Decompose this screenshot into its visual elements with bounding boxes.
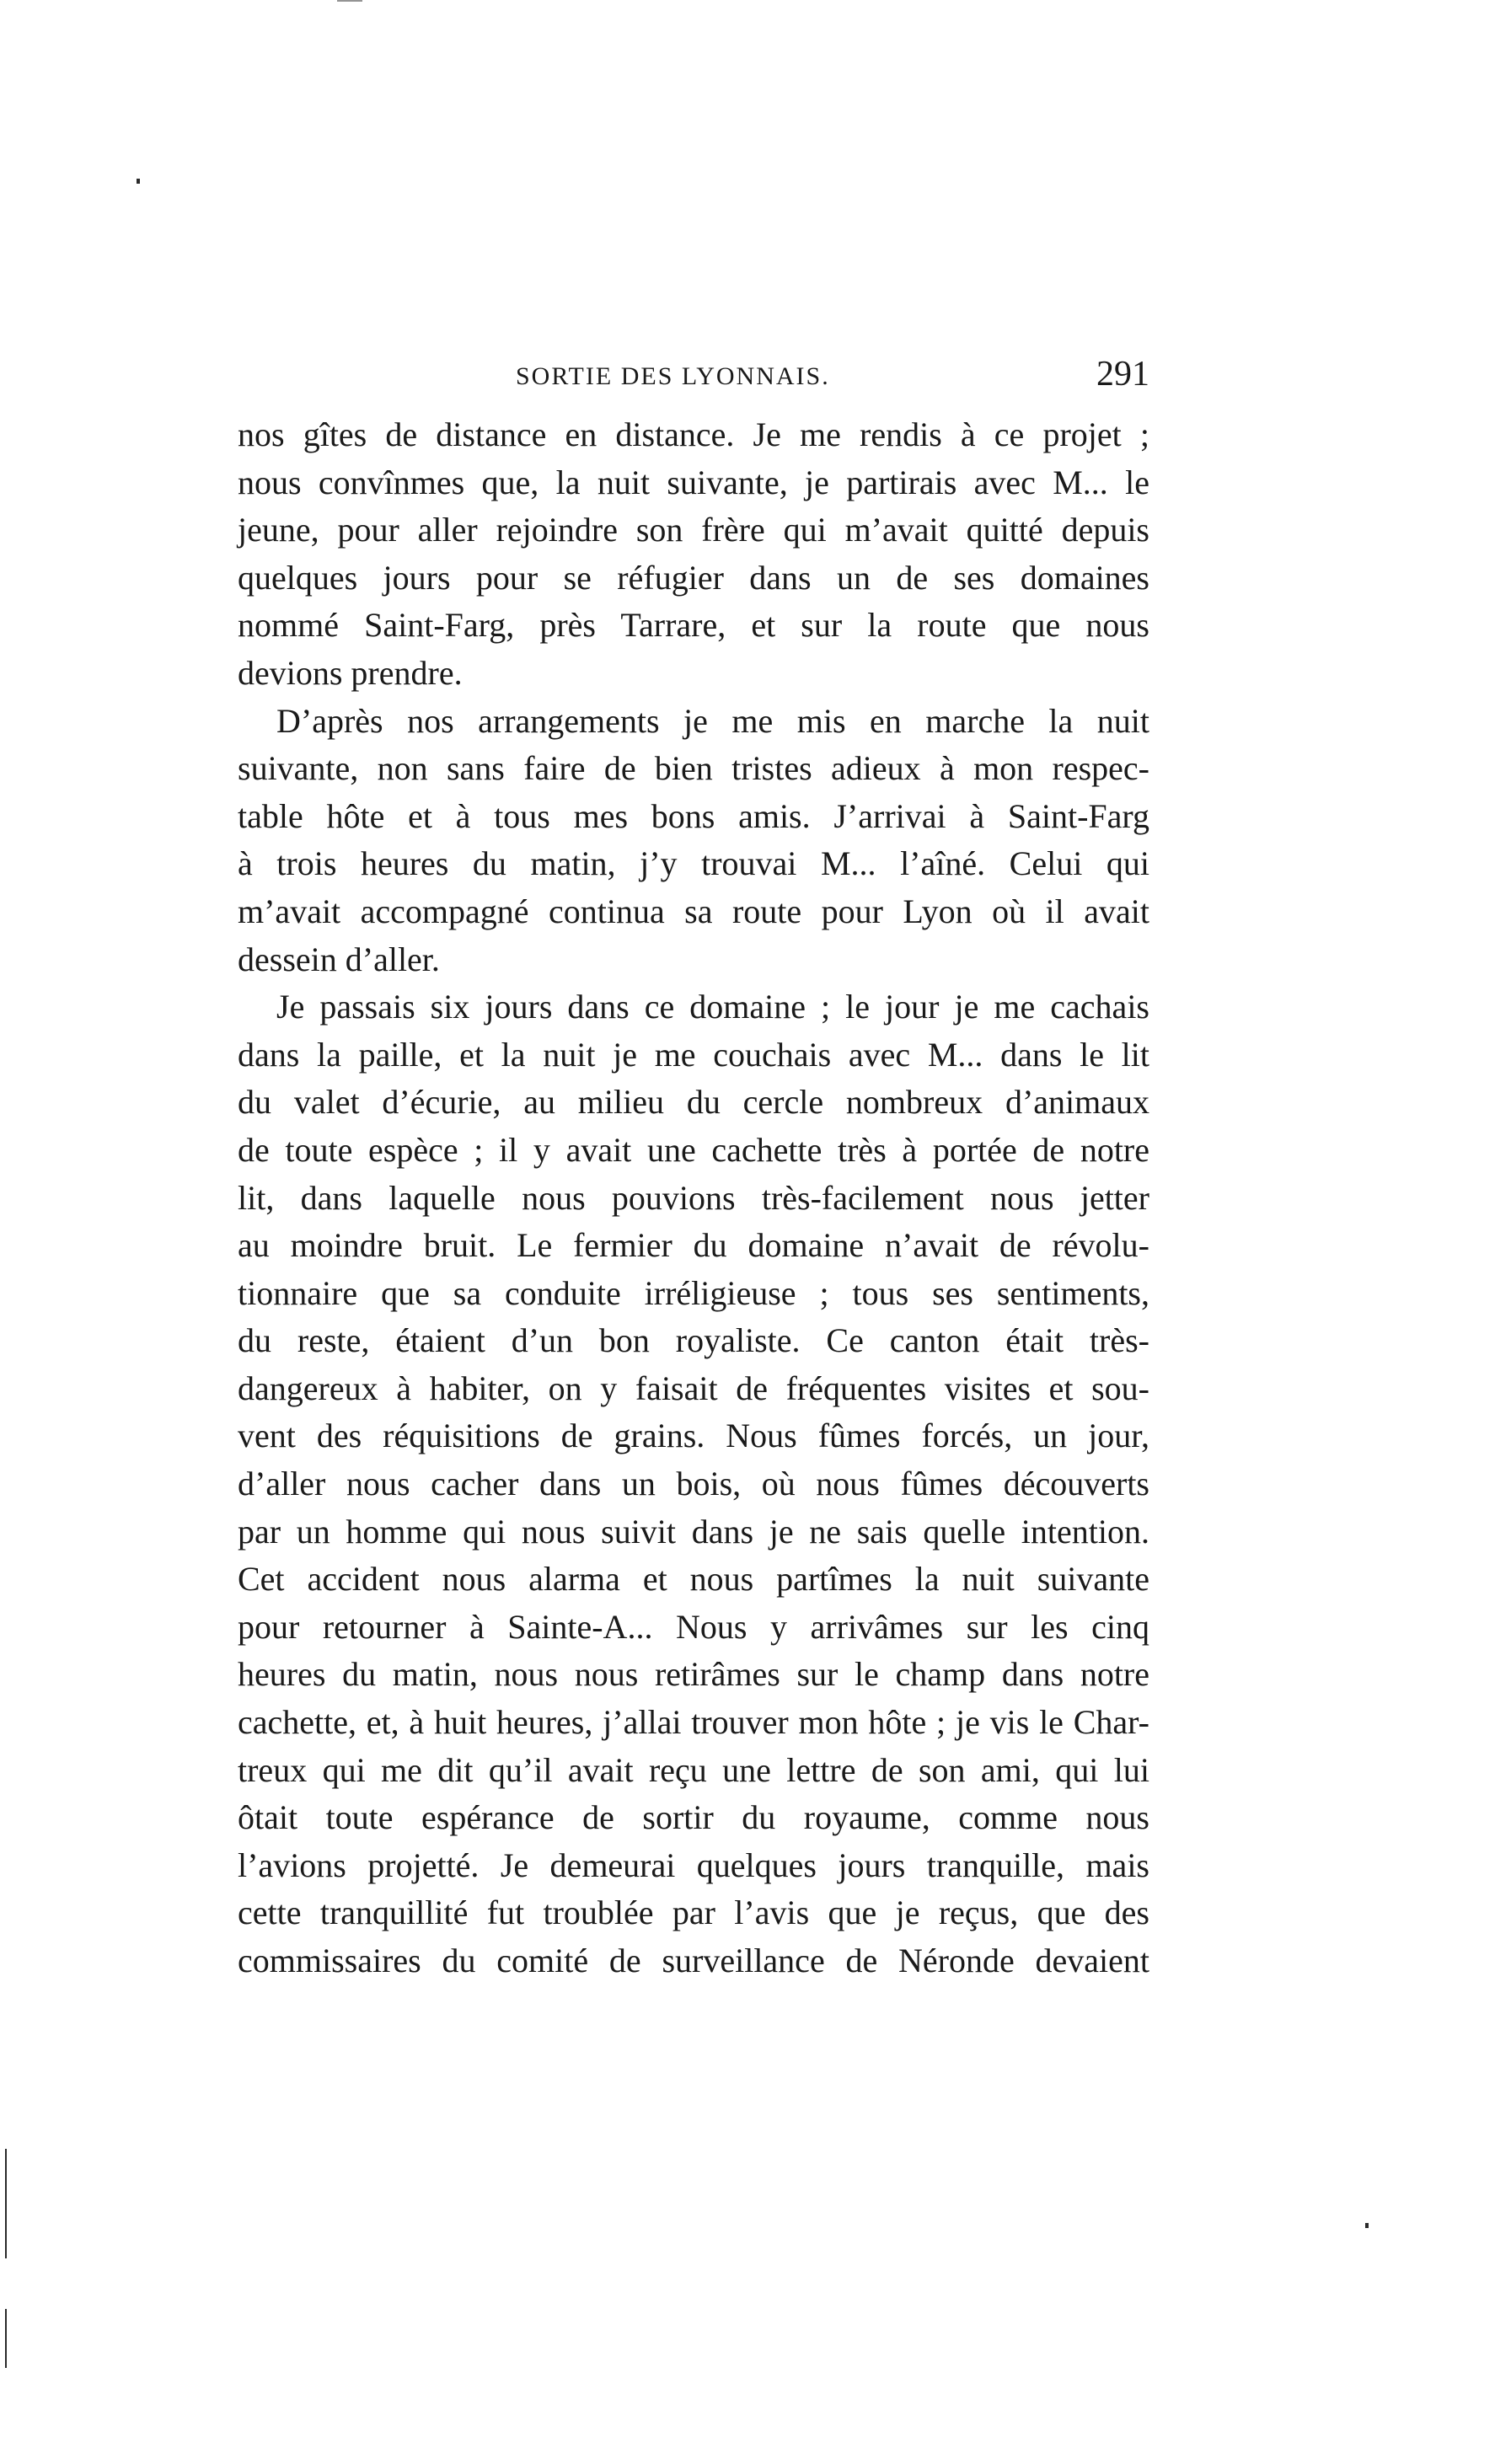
text-line: lit, dans laquelle nous pouvions très-facilement nous jetter [238,1178,1149,1217]
text-line: par un homme qui nous suivit dans je ne sais quelle intention. [238,1512,1149,1551]
text-line: l’avions projetté. Je demeurai quelques jours tranquille, mais [238,1845,1149,1884]
text-line: du reste, étaient d’un bon royaliste. Ce canton était très- [238,1321,1149,1360]
text-line: jeune, pour aller rejoindre son frère qui m’avait quitté depuis [238,511,1149,549]
text-line: m’avait accompagné continua sa route pour Lyon où il avait [238,892,1149,930]
text-line: d’aller nous cacher dans un bois, où nous fûmes découverts [238,1465,1149,1503]
text-line: quelques jours pour se réfugier dans un de ses domaines [238,558,1149,597]
text-line: du valet d’écurie, au milieu du cercle nombreux d’animaux [238,1083,1149,1122]
text-line: cette tranquillité fut troublée par l’avis que je reçus, que des [238,1894,1149,1932]
paragraph-end-line: devions prendre. [238,653,463,692]
paragraph-end-line: dessein d’aller. [238,940,440,978]
text-line: à trois heures du matin, j’y trouvai M... l’aîné. Celui qui [238,844,1149,883]
text-line: suivante, non sans faire de bien tristes adieux à mon respec- [238,749,1149,788]
running-title: SORTIE DES LYONNAIS. [516,362,830,390]
text-line: pour retourner à Sainte-A... Nous y arrivâmes sur les cinq [238,1607,1149,1646]
text-line: dans la paille, et la nuit je me couchais avec M... dans le lit [238,1035,1149,1074]
text-line: nous convînmes que, la nuit suivante, je partirais avec M... le [238,463,1149,501]
scan-artifact [337,0,362,2]
text-line: cachette, et, à huit heures, j’allai trouver mon hôte ; je vis le Char- [238,1703,1149,1742]
text-line: commissaires du comité de surveillance de Néronde devaient [238,1942,1149,1979]
text-line: heures du matin, nous nous retirâmes sur le champ dans notre [238,1655,1149,1694]
body-text [238,411,1149,1985]
text-line: treux qui me dit qu’il avait reçu une lettre de son ami, qui lui [238,1750,1149,1789]
scan-artifact [5,2149,7,2258]
text-line: table hôte et à tous mes bons amis. J’arrivai à Saint-Farg [238,796,1149,835]
running-head [238,354,1149,404]
text-line: nos gîtes de distance en distance. Je me rendis à ce projet ; [238,415,1149,453]
text-line: vent des réquisitions de grains. Nous fûmes forcés, un jour, [238,1417,1149,1455]
paragraph-start-line: Je passais six jours dans ce domaine ; le jour je me cachais [276,988,1149,1026]
text-line: tionnaire que sa conduite irréligieuse ; tous ses sentiments, [238,1273,1149,1312]
page-number: 291 [1096,355,1149,394]
text-line: au moindre bruit. Le fermier du domaine n’avait de révolu- [238,1226,1149,1265]
scan-artifact [1365,2223,1369,2228]
text-line: Cet accident nous alarma et nous partîmes la nuit suivante [238,1560,1149,1599]
paragraph-start-line: D’après nos arrangements je me mis en marche la nuit [276,701,1149,740]
scan-artifact [137,179,140,184]
text-line: dangereux à habiter, on y faisait de fréquentes visites et sou- [238,1369,1149,1407]
scan-artifact [5,2309,7,2368]
text-line: ôtait toute espérance de sortir du royaume, comme nous [238,1798,1149,1837]
text-line: nommé Saint-Farg, près Tarrare, et sur la route que nous [238,606,1149,645]
text-line: de toute espèce ; il y avait une cachette très à portée de notre [238,1130,1149,1169]
